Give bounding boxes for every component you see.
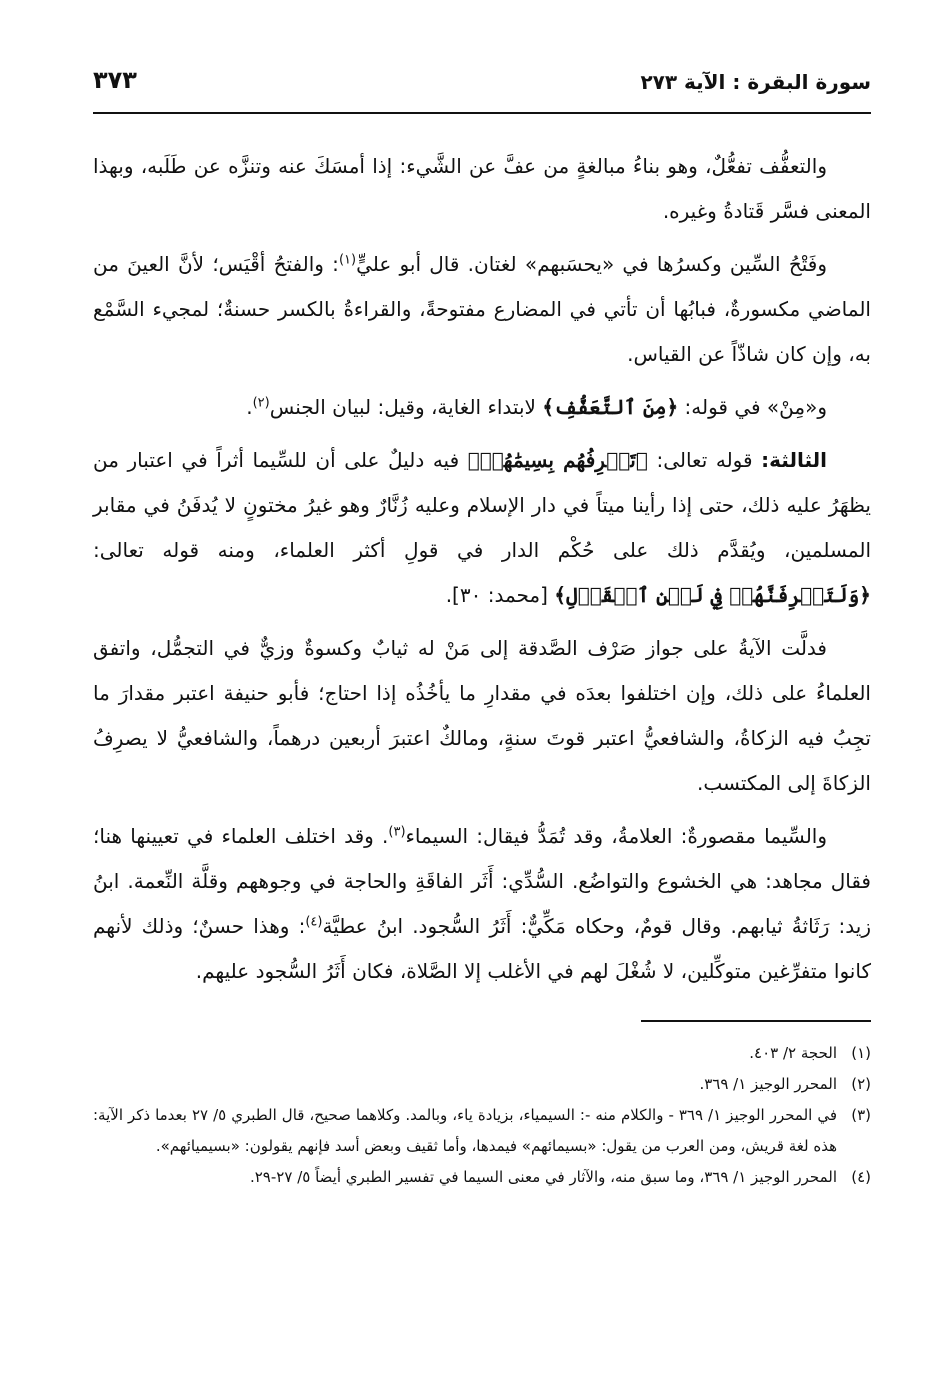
paragraph-text: فدلَّت الآيةُ على جواز صَرْف الصَّدقة إلى مَنْ له ثيابٌ وكسوةٌ وزيٌّ في التجمُّل، واتفق العلماءُ على ذلك، وإن اختلفوا بعدَه في مقدارِ ما يأخُذُه إذا احتاج؛ فأبو حنيفة اعتبر مقدارَ ما تجِبُ فيه الزكاةُ، والشافعيُّ اعتبر قوتَ سنةٍ، ومالكٌ اعتبرَ أربعين درهماً، والشافعيُّ لا يصرِفُ الزكاةَ إلى المكتسب. xyxy=(93,636,871,795)
footnote-1 xyxy=(93,1038,871,1069)
footnote-3 xyxy=(93,1100,871,1162)
running-title: سورة البقرة : الآية ٢٧٣ xyxy=(640,70,871,94)
footnotes xyxy=(93,1038,871,1193)
page-header xyxy=(93,56,871,114)
paragraph-text: وفَتْحُ السِّين وكسرُها في «يحسَبهم» لغتان. قال أبو عليٍّ xyxy=(356,252,828,276)
footnote-divider xyxy=(641,1020,871,1022)
paragraph-text: قوله تعالى: xyxy=(647,448,762,472)
paragraph-text: [محمد: ٣٠]. xyxy=(445,583,555,607)
paragraph-text: فيه دليلٌ على أن للسِّيما أثراً في اعتبار من يظهَرُ عليه ذلك، حتى إذا رأينا ميتاً في دار الإسلام وعليه زُنَّارٌ وهو غيرُ مختونٍ لا يُدفَنُ في مقابر المسلمين، ويُقدَّم ذلك على حُكْم الدار في قولِ أكثر العلماء، ومنه قوله تعالى: xyxy=(93,448,871,562)
paragraph-text: . وقد اختلف العلماء في تعيينها هنا؛ فقال مجاهد: هي الخشوع والتواضُع. السُّدِّي: أَثَر الفاقَةِ والحاجة في وجوههم وقلَّة النِّعمة. ابنُ زيد: رَثَاثةُ ثيابهم. وقال قومٌ، وحكاه مَكِّيٌّ: أَثَرُ السُّجود. ابنُ عطيَّة xyxy=(93,824,872,938)
footnote-ref-2[interactable]: (٢) xyxy=(252,395,270,411)
footnote-text: الحجة ٢/ ٤٠٣. xyxy=(749,1044,837,1062)
quran-quote: ﴿مِنَ ٱلتَّعَفُّفِ﴾ xyxy=(542,395,679,419)
paragraph-4 xyxy=(93,438,871,618)
footnote-ref-1[interactable]: (١) xyxy=(338,252,357,268)
footnote-number: (٣) xyxy=(851,1106,871,1124)
main-text xyxy=(93,144,871,994)
footnote-ref-3[interactable]: (٣) xyxy=(388,824,406,840)
footnote-text: في المحرر الوجيز ١/ ٣٦٩ - والكلام منه -: السيمياء، بزيادة ياء، وبالمد. وكلاهما صحيح، قال الطبري ٥/ ٢٧ بعدما ذكر الآية: هذه لغة قريش، ومن العرب من يقول: «بسيمائهم» فيمدها، وأما ثقيف وبعض أسد فإنهم يقولون: «بسيميائهم». xyxy=(93,1106,838,1155)
page-number: ٣٧٣ xyxy=(93,66,137,94)
paragraph-3 xyxy=(93,385,871,430)
footnote-number: (٢) xyxy=(851,1075,871,1093)
quran-quote: ﴿وَلَتَعۡرِفَنَّهُمۡ فِي لَحۡنِ ٱلۡقَوۡلِ﴾ xyxy=(554,583,871,607)
footnote-text: المحرر الوجيز ١/ ٣٦٩. xyxy=(699,1075,837,1093)
footnote-text: المحرر الوجيز ١/ ٣٦٩، وما سبق منه، والآثار في معنى السيما في تفسير الطبري أيضاً ٥/ ٢٧-٢٩. xyxy=(249,1168,837,1186)
paragraph-text: . xyxy=(246,395,253,419)
paragraph-text: لابتداء الغاية، وقيل: لبيان الجنس xyxy=(269,395,543,419)
footnote-number: (٤) xyxy=(851,1168,871,1186)
footnote-ref-4[interactable]: (٤) xyxy=(305,914,323,930)
paragraph-5 xyxy=(93,626,871,806)
footnote-4 xyxy=(93,1162,871,1193)
book-page xyxy=(93,56,871,1193)
footnote-number: (١) xyxy=(851,1044,871,1062)
paragraph-text: : وهذا حسنٌ؛ وذلك لأنهم كانوا متفرِّغين متوكِّلين، لا شُغْلَ لهم في الأغلب إلا الصَّلاة، فكان أَثَرُ السُّجود عليهم. xyxy=(93,914,871,983)
section-heading: الثالثة: xyxy=(761,448,827,472)
paragraph-text: والتعفُّف تفعُّلٌ، وهو بناءُ مبالغةٍ من عفَّ عن الشَّيء: إذا أمسَكَ عنه وتنزَّه عن طَلَبه، وبهذا المعنى فسَّر قَتادةُ وغيره. xyxy=(93,154,871,223)
quran-quote: ﴿تَعۡرِفُهُم بِسِيمَٰهُمۡ﴾ xyxy=(467,448,648,472)
paragraph-6 xyxy=(93,814,871,994)
paragraph-text: والسِّيما مقصورةٌ: العلامةُ، وقد تُمَدُّ فيقال: السيماء xyxy=(405,824,828,848)
paragraph-2 xyxy=(93,242,871,377)
paragraph-text: و«مِنْ» في قوله: xyxy=(678,395,827,419)
paragraph-1 xyxy=(93,144,871,234)
paragraph-text: : والفتحُ أقْيَس؛ لأنَّ العينَ من الماضي مكسورةٌ، فبابُها أن تأتي في المضارع مفتوحةً، والقراءةُ بالكسر حسنةٌ؛ لمجيء السَّمْع به، وإن كان شاذّاً عن القياس. xyxy=(93,252,871,366)
footnote-2 xyxy=(93,1069,871,1100)
